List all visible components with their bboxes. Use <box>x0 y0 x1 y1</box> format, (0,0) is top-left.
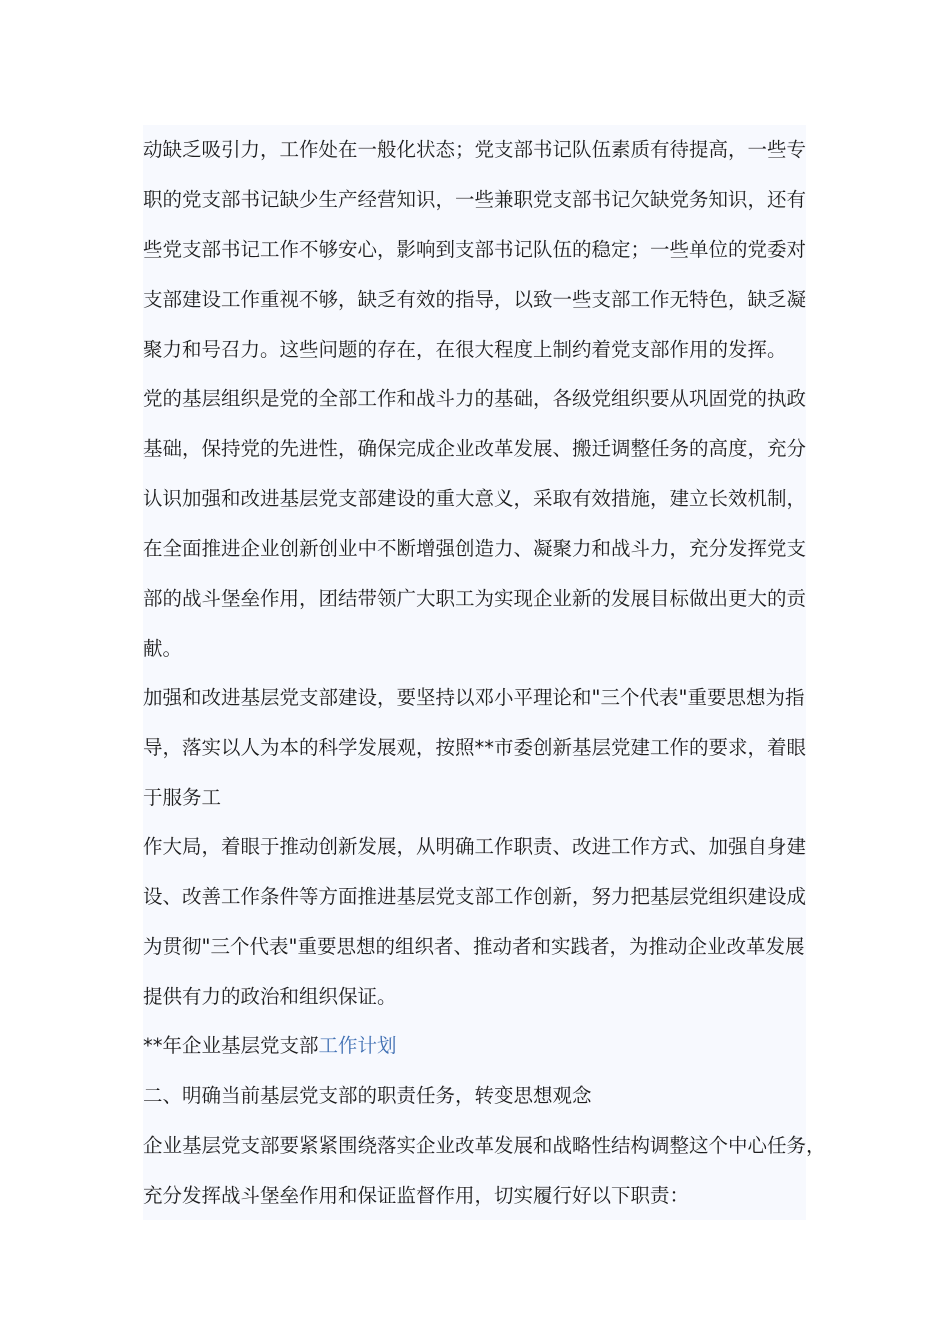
body-line: 献。 <box>143 637 183 660</box>
body-line: 企业基层党支部要紧紧围绕落实企业改革发展和战略性结构调整这个中心任务， <box>143 1134 826 1157</box>
plan-heading <box>143 1031 397 1061</box>
body-line: 导，落实以人为本的科学发展观，按照**市委创新基层党建工作的要求，着眼 <box>143 736 807 759</box>
body-line: 支部建设工作重视不够，缺乏有效的指导，以致一些支部工作无特色，缺乏凝 <box>143 288 807 311</box>
body-line: 设、改善工作条件等方面推进基层党支部工作创新，努力把基层党组织建设成 <box>143 885 807 908</box>
plan-heading-prefix: **年企业基层党支部 <box>143 1034 319 1057</box>
body-line: 为贯彻"三个代表"重要思想的组织者、推动者和实践者，为推动企业改革发展 <box>143 935 805 958</box>
body-line: 部的战斗堡垒作用，团结带领广大职工为实现企业新的发展目标做出更大的贡 <box>143 587 807 610</box>
body-line: 在全面推进企业创新创业中不断增强创造力、凝聚力和战斗力，充分发挥党支 <box>143 537 807 560</box>
body-line: 聚力和号召力。这些问题的存在，在很大程度上制约着党支部作用的发挥。 <box>143 338 787 361</box>
body-line: 认识加强和改进基层党支部建设的重大意义，采取有效措施，建立长效机制， <box>143 487 807 510</box>
body-line: 党的基层组织是党的全部工作和战斗力的基础，各级党组织要从巩固党的执政 <box>143 387 807 410</box>
body-line: 些党支部书记工作不够安心，影响到支部书记队伍的稳定；一些单位的党委对 <box>143 238 807 261</box>
body-line: 动缺乏吸引力，工作处在一般化状态；党支部书记队伍素质有待提高，一些专 <box>143 138 807 161</box>
body-line: 提供有力的政治和组织保证。 <box>143 985 397 1008</box>
body-line: 加强和改进基层党支部建设，要坚持以邓小平理论和"三个代表"重要思想为指 <box>143 686 805 709</box>
body-line: 职的党支部书记缺少生产经营知识，一些兼职党支部书记欠缺党务知识，还有 <box>143 188 807 211</box>
body-line: 作大局，着眼于推动创新发展，从明确工作职责、改进工作方式、加强自身建 <box>143 835 807 858</box>
body-line: 基础，保持党的先进性，确保完成企业改革发展、搬迁调整任务的高度，充分 <box>143 437 807 460</box>
section-heading: 二、明确当前基层党支部的职责任务，转变思想观念 <box>143 1084 592 1107</box>
work-plan-link[interactable]: 工作计划 <box>318 1034 397 1057</box>
body-line: 于服务工 <box>143 786 222 809</box>
body-line: 充分发挥战斗堡垒作用和保证监督作用，切实履行好以下职责： <box>143 1184 690 1207</box>
